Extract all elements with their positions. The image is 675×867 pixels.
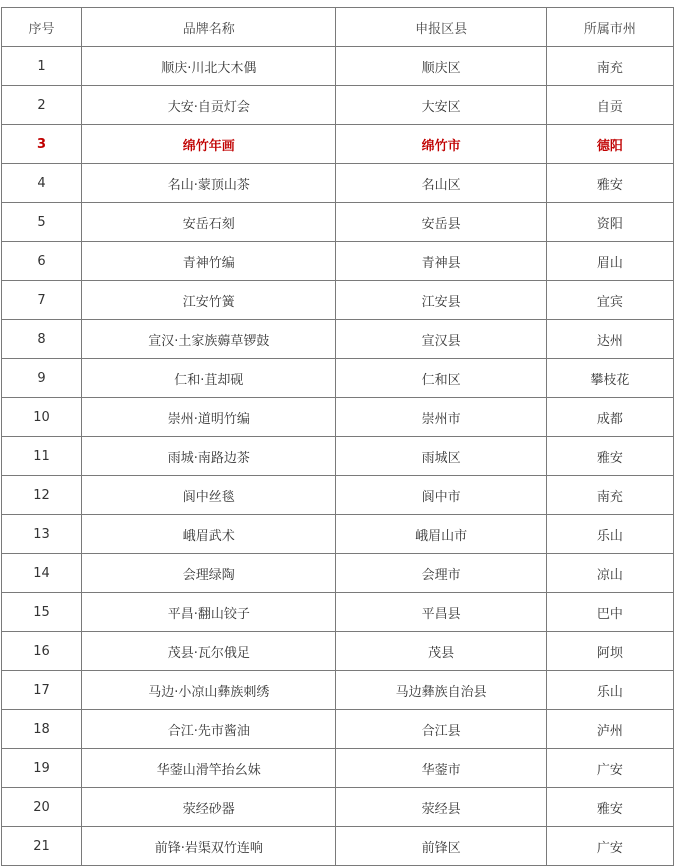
row-city: 雅安: [546, 437, 673, 476]
row-index: 7: [2, 281, 82, 320]
row-brand-name: 茂县·瓦尔俄足: [82, 632, 336, 671]
table-row: [2, 242, 674, 281]
row-index: 5: [2, 203, 82, 242]
row-brand-name: 会理绿陶: [82, 554, 336, 593]
row-county: 茂县: [336, 632, 546, 671]
row-city: 雅安: [546, 788, 673, 827]
row-county: 平昌县: [336, 593, 546, 632]
row-brand-name: 大安·自贡灯会: [82, 86, 336, 125]
row-index: 10: [2, 398, 82, 437]
row-city: 乐山: [546, 671, 673, 710]
table-body: [2, 47, 674, 866]
row-city: 自贡: [546, 86, 673, 125]
table-row: [2, 749, 674, 788]
table-row: [2, 125, 674, 164]
row-index: 1: [2, 47, 82, 86]
row-county: 合江县: [336, 710, 546, 749]
row-county: 峨眉山市: [336, 515, 546, 554]
row-brand-name: 名山·蒙顶山茶: [82, 164, 336, 203]
row-city: 广安: [546, 749, 673, 788]
row-county: 马边彝族自治县: [336, 671, 546, 710]
row-city: 南充: [546, 476, 673, 515]
row-index: 15: [2, 593, 82, 632]
row-index: 2: [2, 86, 82, 125]
row-city: 资阳: [546, 203, 673, 242]
table-row: [2, 437, 674, 476]
row-index: 17: [2, 671, 82, 710]
table-row: [2, 632, 674, 671]
row-city: 雅安: [546, 164, 673, 203]
row-city: 广安: [546, 827, 673, 866]
row-county: 仁和区: [336, 359, 546, 398]
row-brand-name: 绵竹年画: [82, 125, 336, 164]
row-index: 19: [2, 749, 82, 788]
row-city: 乐山: [546, 515, 673, 554]
row-brand-name: 江安竹簧: [82, 281, 336, 320]
row-county: 荥经县: [336, 788, 546, 827]
row-index: 20: [2, 788, 82, 827]
table-row: [2, 203, 674, 242]
table-row: [2, 476, 674, 515]
row-brand-name: 青神竹编: [82, 242, 336, 281]
header-row: [2, 8, 674, 47]
row-city: 阿坝: [546, 632, 673, 671]
row-index: 9: [2, 359, 82, 398]
row-city: 宜宾: [546, 281, 673, 320]
table-row: [2, 554, 674, 593]
row-county: 崇州市: [336, 398, 546, 437]
row-city: 泸州: [546, 710, 673, 749]
row-city: 眉山: [546, 242, 673, 281]
table-row: [2, 398, 674, 437]
row-city: 攀枝花: [546, 359, 673, 398]
row-index: 6: [2, 242, 82, 281]
row-index: 14: [2, 554, 82, 593]
row-brand-name: 崇州·道明竹编: [82, 398, 336, 437]
table-row: [2, 788, 674, 827]
row-county: 名山区: [336, 164, 546, 203]
row-city: 南充: [546, 47, 673, 86]
row-county: 宣汉县: [336, 320, 546, 359]
row-county: 青神县: [336, 242, 546, 281]
row-brand-name: 雨城·南路边茶: [82, 437, 336, 476]
row-index: 3: [2, 125, 82, 164]
row-city: 德阳: [546, 125, 673, 164]
table-row: [2, 515, 674, 554]
row-brand-name: 荥经砂器: [82, 788, 336, 827]
row-index: 4: [2, 164, 82, 203]
table-row: [2, 164, 674, 203]
brand-table: [1, 7, 674, 866]
row-brand-name: 仁和·苴却砚: [82, 359, 336, 398]
row-county: 前锋区: [336, 827, 546, 866]
header-index: 序号: [2, 8, 82, 47]
table-row: [2, 710, 674, 749]
row-county: 雨城区: [336, 437, 546, 476]
row-county: 阆中市: [336, 476, 546, 515]
row-index: 8: [2, 320, 82, 359]
row-brand-name: 平昌·翻山铰子: [82, 593, 336, 632]
row-brand-name: 华蓥山滑竿抬幺妹: [82, 749, 336, 788]
row-brand-name: 宣汉·土家族薅草锣鼓: [82, 320, 336, 359]
row-index: 11: [2, 437, 82, 476]
table-row: [2, 47, 674, 86]
row-index: 16: [2, 632, 82, 671]
row-brand-name: 峨眉武术: [82, 515, 336, 554]
row-county: 顺庆区: [336, 47, 546, 86]
row-index: 12: [2, 476, 82, 515]
table-row: [2, 827, 674, 866]
table-row: [2, 320, 674, 359]
row-index: 21: [2, 827, 82, 866]
row-city: 凉山: [546, 554, 673, 593]
row-county: 江安县: [336, 281, 546, 320]
row-county: 华蓥市: [336, 749, 546, 788]
row-brand-name: 合江·先市酱油: [82, 710, 336, 749]
table-row: [2, 359, 674, 398]
header-county: 申报区县: [336, 8, 546, 47]
row-index: 13: [2, 515, 82, 554]
row-city: 成都: [546, 398, 673, 437]
row-brand-name: 安岳石刻: [82, 203, 336, 242]
header-city: 所属市州: [546, 8, 673, 47]
row-city: 达州: [546, 320, 673, 359]
row-county: 大安区: [336, 86, 546, 125]
row-county: 会理市: [336, 554, 546, 593]
row-county: 安岳县: [336, 203, 546, 242]
row-city: 巴中: [546, 593, 673, 632]
table-row: [2, 281, 674, 320]
row-brand-name: 前锋·岩渠双竹连响: [82, 827, 336, 866]
row-index: 18: [2, 710, 82, 749]
row-county: 绵竹市: [336, 125, 546, 164]
row-brand-name: 阆中丝毯: [82, 476, 336, 515]
row-brand-name: 顺庆·川北大木偶: [82, 47, 336, 86]
header-brand-name: 品牌名称: [82, 8, 336, 47]
table-row: [2, 671, 674, 710]
table-row: [2, 86, 674, 125]
table-row: [2, 593, 674, 632]
row-brand-name: 马边·小凉山彝族刺绣: [82, 671, 336, 710]
